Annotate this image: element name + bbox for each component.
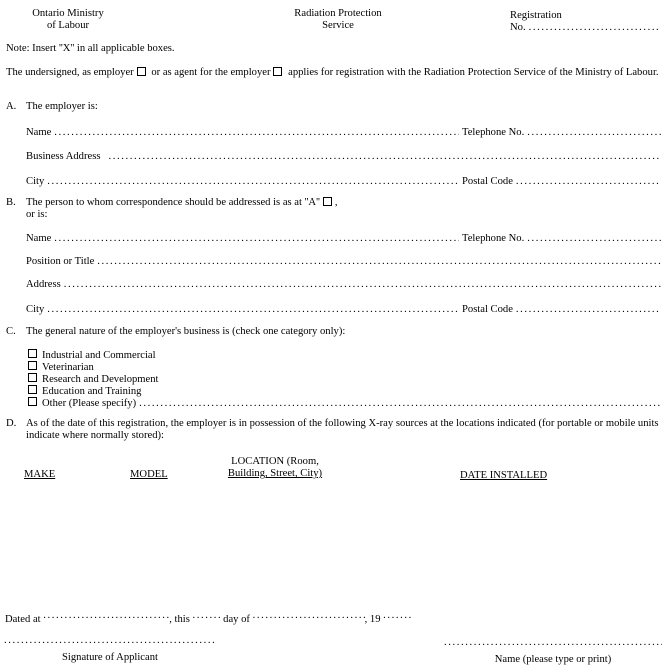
- section-d-letter: D.: [6, 418, 17, 429]
- a-business-address-field[interactable]: Business Address .....: [26, 151, 664, 163]
- b-address-field[interactable]: Address .....: [26, 279, 664, 291]
- column-make: MAKE: [24, 469, 56, 480]
- b-name-field[interactable]: Name .....: [26, 233, 462, 245]
- month-dots[interactable]: [253, 610, 365, 622]
- fill-dots: [47, 176, 459, 188]
- column-date-installed: DATE INSTALLED: [460, 470, 548, 481]
- name-dots[interactable]: [444, 637, 662, 649]
- fill-dots: [527, 233, 661, 245]
- employer-checkbox[interactable]: [137, 67, 146, 76]
- year-dots[interactable]: [383, 610, 413, 622]
- fill-dots: [64, 279, 661, 291]
- b-position-field[interactable]: Position or Title .....: [26, 256, 664, 268]
- fill-dots: [47, 304, 459, 316]
- fill-dots: [97, 256, 661, 268]
- column-model: MODEL: [130, 469, 168, 480]
- section-b-letter: B.: [6, 197, 16, 208]
- option-industrial[interactable]: Industrial and Commercial: [28, 349, 156, 362]
- fill-dots: [516, 176, 661, 188]
- checkbox[interactable]: [28, 361, 37, 370]
- b-city-field[interactable]: City .....: [26, 304, 462, 316]
- signature-dots[interactable]: [4, 635, 216, 647]
- fill-dots: [54, 233, 459, 245]
- registration-number-field[interactable]: No. .....: [510, 22, 664, 34]
- fill-dots: [54, 127, 459, 139]
- section-b-heading: The person to whom correspondence should be addressed is as at ''A'' , or is:: [26, 197, 338, 220]
- a-telephone-field[interactable]: Telephone No. .....: [462, 127, 664, 139]
- fill-dots: [527, 127, 661, 139]
- printed-name-field[interactable]: ..... Name (please type or print): [444, 637, 662, 667]
- note-text: Note: Insert ''X'' in all applicable boxes.: [6, 43, 175, 54]
- service-name: Radiation Protection Service: [294, 8, 382, 32]
- signature-field[interactable]: ..... Signature of Applicant: [4, 635, 216, 665]
- checkbox[interactable]: [28, 373, 37, 382]
- fill-dots: [516, 304, 661, 316]
- a-postal-code-field[interactable]: Postal Code .....: [462, 176, 664, 188]
- day-dots[interactable]: [193, 610, 221, 622]
- option-veterinarian[interactable]: Veterinarian: [28, 361, 94, 374]
- dated-line[interactable]: Dated at ..... , this ..... day of ..... , 19 .....: [5, 610, 413, 626]
- option-education[interactable]: Education and Training: [28, 385, 141, 398]
- place-dots[interactable]: [43, 610, 169, 622]
- fill-dots: [108, 151, 661, 163]
- intro-paragraph: The undersigned, as employer or as agent for the employer applies for registration with the Radiation Protection Service of the Ministry of Labour.: [6, 67, 659, 78]
- checkbox[interactable]: [28, 397, 37, 406]
- b-telephone-field[interactable]: Telephone No. .....: [462, 233, 664, 245]
- section-c-letter: C.: [6, 326, 16, 337]
- ministry-name: Ontario Ministry of Labour: [32, 8, 104, 32]
- option-other[interactable]: Other (Please specify) .....: [28, 397, 664, 410]
- section-d-heading: As of the date of this registration, the employer is in possession of the following X-ray sources at the locations indicated (for portable or mobile units indicate where normally stored):: [26, 418, 659, 441]
- registration-label: Registration: [510, 10, 562, 21]
- checkbox[interactable]: [28, 385, 37, 394]
- section-a-letter: A.: [6, 101, 17, 112]
- fill-dots: [139, 398, 661, 410]
- checkbox[interactable]: [28, 349, 37, 358]
- agent-checkbox[interactable]: [273, 67, 282, 76]
- column-location: LOCATION (Room, Building, Street, City): [227, 456, 323, 480]
- b-postal-code-field[interactable]: Postal Code .....: [462, 304, 664, 316]
- section-a-heading: The employer is:: [26, 101, 98, 112]
- a-name-field[interactable]: Name .....: [26, 127, 462, 139]
- fill-dots: [529, 22, 661, 34]
- section-c-heading: The general nature of the employer's business is (check one category only):: [26, 326, 346, 337]
- option-research[interactable]: Research and Development: [28, 373, 159, 386]
- same-as-a-checkbox[interactable]: [323, 197, 332, 206]
- a-city-field[interactable]: City .....: [26, 176, 462, 188]
